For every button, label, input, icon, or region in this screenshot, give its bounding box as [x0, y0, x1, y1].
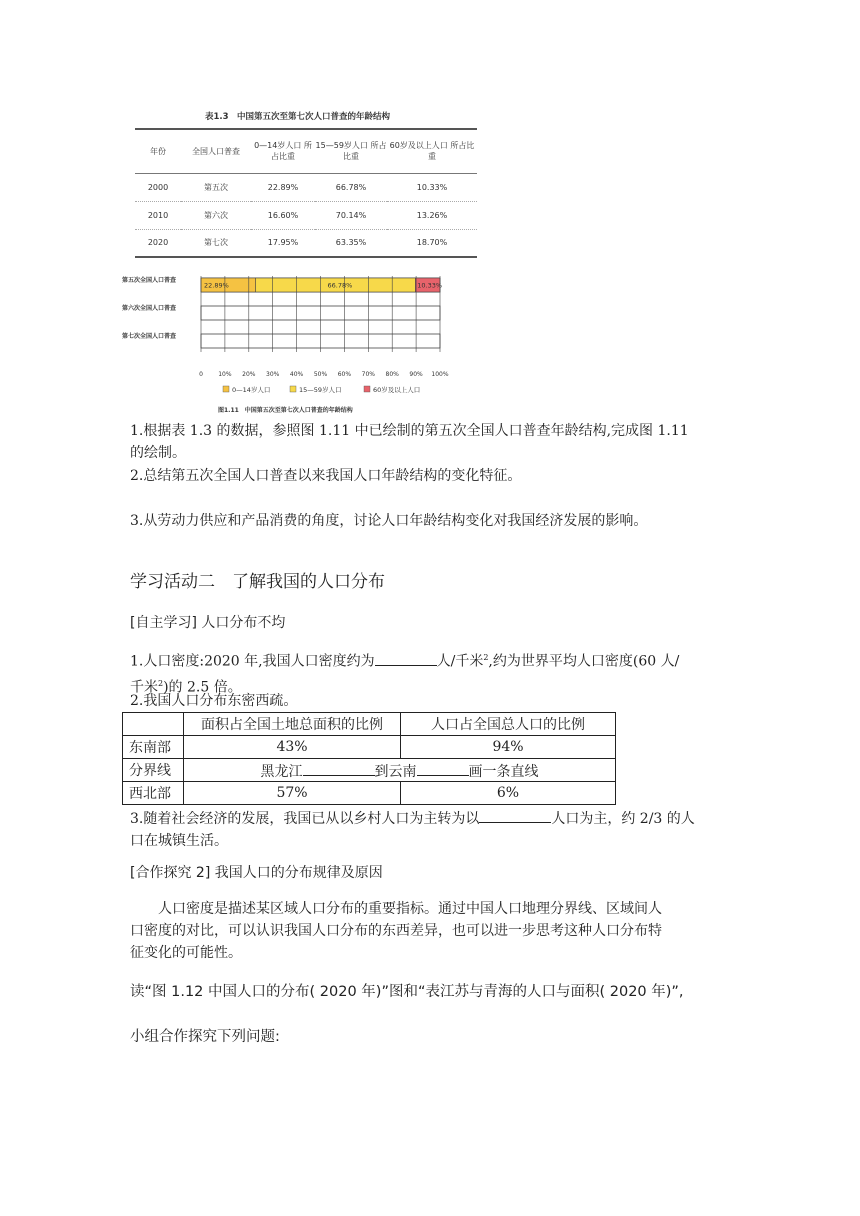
x-tick-label: 80% [385, 371, 399, 378]
header-area: 面积占全国土地总面积的比例 [184, 713, 401, 736]
table-row [135, 173, 477, 201]
header-15-59: 15—59岁人口 所占比重 [315, 141, 387, 162]
legend-label: 0—14岁人口 [232, 386, 271, 394]
cell: 第七次 [204, 238, 228, 248]
legend-swatch [364, 386, 370, 392]
row-label-northwest: 西北部 [123, 782, 184, 805]
header-census: 全国人口普查 [192, 146, 240, 156]
cell: 10.33% [416, 182, 448, 192]
density-blank[interactable] [375, 650, 437, 666]
x-tick-label: 40% [289, 371, 304, 378]
x-tick-label: 70% [361, 371, 375, 378]
urban-text-c: 口在城镇生活。 [130, 833, 228, 849]
category-label: 第七次全国人口普查 [122, 333, 177, 340]
x-tick-label: 0 [199, 371, 203, 378]
header-pop: 人口占全国总人口的比例 [401, 713, 616, 736]
table-row [123, 782, 616, 805]
chart-caption: 图1.11 中国第五次至第七次人口普查的年龄结构 [218, 407, 353, 414]
table-header-row [135, 129, 477, 173]
data-label: 22.89% [204, 281, 229, 290]
x-tick-label: 60% [337, 371, 352, 378]
cell: 16.60% [267, 210, 299, 220]
age-structure-chart [120, 266, 460, 416]
cell: 63.35% [335, 238, 367, 248]
question-1-line1: 1.根据表 1.3 的数据，参照图 1.11 中已绘制的第五次全国人口普查年龄结构,完成图 1.11 [130, 423, 689, 439]
x-tick-label: 50% [313, 371, 328, 378]
urban-blank[interactable] [479, 807, 551, 823]
boundary-text-b: 到云南 [374, 763, 417, 780]
header-0-14: 0—14岁人口 所占比重 [254, 141, 312, 162]
cell-area: 43% [184, 736, 401, 759]
cell-area: 57% [184, 782, 401, 805]
urban-text-a: 3.随着社会经济的发展，我国已从以乡村人口为主转为以 [130, 811, 480, 827]
table-header-row [123, 713, 616, 736]
table-row [123, 736, 616, 759]
coop-line-1: 人口密度是描述某区域人口分布的重要指标。通过中国人口地理分界线、区域间人 [158, 901, 662, 917]
legend-swatch [290, 386, 296, 392]
x-tick-label: 100% [431, 371, 449, 378]
coop-line-2: 口密度的对比，可以认识我国人口分布的东西差异，也可以进一步思考这种人口分布特 [130, 923, 662, 939]
x-tick-label: 20% [242, 371, 256, 378]
cell: 第六次 [204, 210, 228, 220]
coop-title: [合作探究 2] 我国人口的分布规律及原因 [130, 865, 383, 881]
self-study-title: [自主学习] 人口分布不均 [130, 615, 286, 631]
density-text-e: )的 2.5 倍。 [163, 679, 242, 696]
density-text-d: 千米 [130, 679, 158, 696]
header-year: 年份 [150, 146, 166, 156]
cell-pop: 94% [401, 736, 616, 759]
empty-cell [123, 713, 184, 736]
legend-label: 60岁及以上人口 [373, 386, 421, 394]
boundary-text-a: 黑龙江 [260, 763, 303, 780]
table-caption: 表1.3 中国第五次至第七次人口普查的年龄结构 [205, 112, 391, 122]
cell: 18.70% [416, 238, 448, 248]
x-tick-label: 90% [409, 371, 423, 378]
activity-2-title: 学习活动二 了解我国的人口分布 [130, 572, 385, 592]
question-1-line2: 的绘制。 [130, 445, 186, 461]
boundary-text-c: 画一条直线 [468, 763, 539, 780]
x-tick-label: 10% [218, 371, 232, 378]
header-60plus: 60岁及以上人口 所占比重 [389, 141, 475, 162]
category-label: 第五次全国人口普查 [122, 277, 177, 284]
cell: 70.14% [335, 210, 367, 220]
density-sup: 2 [483, 653, 489, 662]
data-label: 10.33% [417, 281, 443, 290]
legend-label: 15—59岁人口 [299, 386, 342, 394]
cell: 第五次 [204, 182, 228, 192]
age-structure-table [135, 128, 477, 258]
table-row [135, 201, 477, 229]
boundary-cell [184, 759, 616, 782]
category-label: 第六次全国人口普查 [122, 305, 177, 312]
cell: 66.78% [335, 182, 367, 192]
x-tick-label: 30% [266, 371, 280, 378]
density-sup-2: 2 [158, 678, 164, 688]
east-west-table [122, 712, 616, 805]
distribution-item: 2.我国人口分布东密西疏。 [130, 693, 298, 709]
cell-pop: 6% [401, 782, 616, 805]
density-text-c: ,约为世界平均人口密度(60 人/ [488, 653, 680, 670]
row-label-boundary: 分界线 [123, 759, 184, 782]
table-row [135, 229, 477, 257]
boundary-blank-2[interactable] [417, 760, 469, 776]
table-row [123, 759, 616, 782]
read-instruction: 读“图 1.12 中国人口的分布( 2020 年)”图和“表江苏与青海的人口与面积( 2020 年)”, [130, 984, 684, 1000]
coop-paragraph [130, 898, 750, 964]
cell: 2010 [147, 210, 169, 220]
cell: 22.89% [267, 182, 299, 192]
data-label: 66.78% [327, 281, 353, 290]
row-label-southeast: 东南部 [123, 736, 184, 759]
boundary-blank-1[interactable] [303, 760, 375, 776]
question-2: 2.总结第五次全国人口普查以来我国人口年龄结构的变化特征。 [130, 468, 522, 484]
urban-text-b: 人口为主，约 2/3 的人 [551, 811, 695, 827]
legend-swatch [223, 386, 229, 392]
density-text-b: 人/千米 [436, 653, 484, 670]
cell: 2000 [147, 182, 169, 192]
density-text-a: 1.人口密度:2020 年,我国人口密度约为 [130, 653, 375, 670]
coop-line-3: 征变化的可能性。 [130, 945, 242, 961]
cell: 17.95% [267, 238, 299, 248]
group-instruction: 小组合作探究下列问题: [130, 1029, 280, 1045]
cell: 2020 [147, 238, 169, 248]
cell: 13.26% [416, 210, 448, 220]
question-3: 3.从劳动力供应和产品消费的角度，讨论人口年龄结构变化对我国经济发展的影响。 [130, 513, 648, 529]
urbanization-item [130, 807, 740, 852]
